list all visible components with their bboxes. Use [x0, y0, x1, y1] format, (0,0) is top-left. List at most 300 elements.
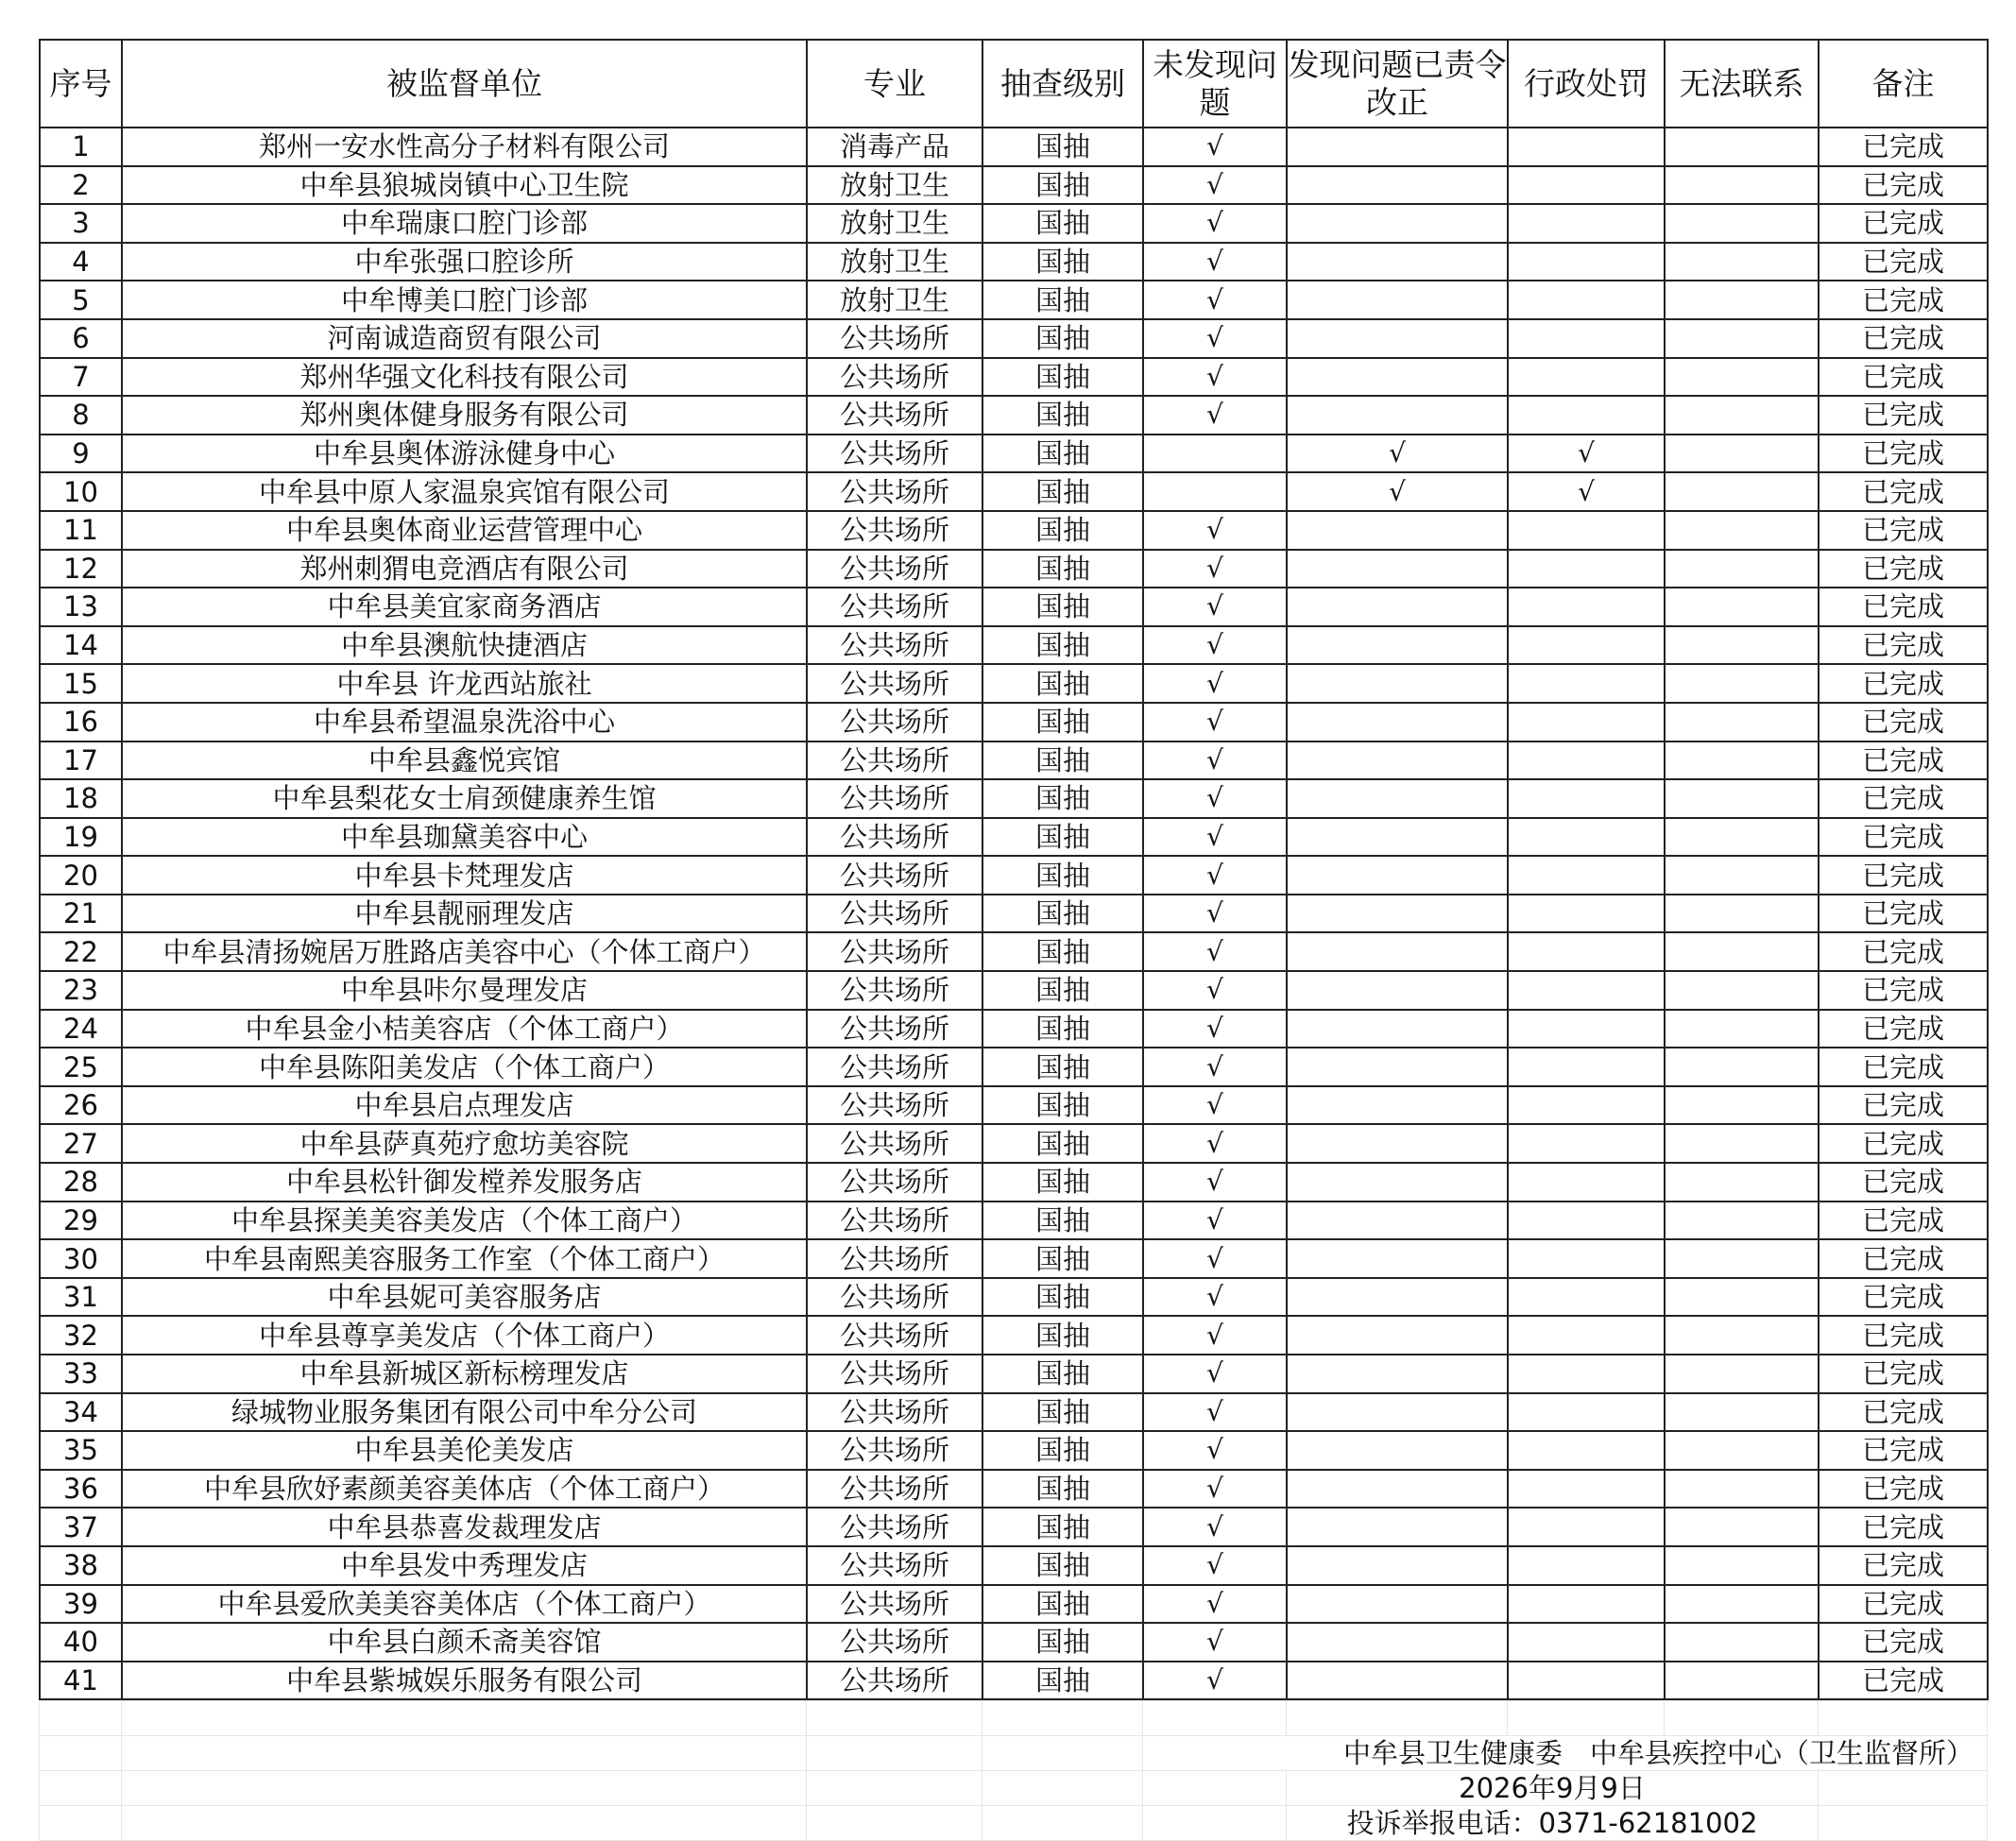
row-remark-cell: 已完成	[1819, 895, 1988, 933]
row-unreachable-cell	[1665, 626, 1819, 665]
row-noissue-cell: √	[1143, 1163, 1287, 1202]
row-corrected-cell	[1287, 664, 1508, 703]
row-unit-cell: 中牟县欣妤素颜美容美体店（个体工商户）	[122, 1470, 807, 1509]
row-penalty-cell	[1508, 1508, 1665, 1546]
header-noissue: 未发现问题	[1143, 40, 1287, 128]
row-major-cell: 公共场所	[807, 358, 982, 397]
row-corrected-cell	[1287, 1163, 1508, 1202]
row-unit-cell: 中牟县松针御发樘养发服务店	[122, 1163, 807, 1202]
row-unreachable-cell	[1665, 895, 1819, 933]
row-seq-cell: 8	[40, 396, 122, 435]
table-row	[40, 1086, 1988, 1125]
row-remark-cell: 已完成	[1819, 779, 1988, 818]
row-seq-cell: 19	[40, 818, 122, 857]
row-unreachable-cell	[1665, 435, 1819, 473]
row-noissue-cell: √	[1143, 1585, 1287, 1624]
row-level-cell: 国抽	[982, 1662, 1143, 1700]
row-seq-cell: 34	[40, 1393, 122, 1432]
table-row	[40, 204, 1988, 243]
row-penalty-cell	[1508, 895, 1665, 933]
row-major-cell: 公共场所	[807, 1202, 982, 1240]
row-seq-cell: 16	[40, 703, 122, 742]
row-remark-cell: 已完成	[1819, 588, 1988, 626]
row-penalty-cell	[1508, 1048, 1665, 1086]
row-corrected-cell	[1287, 550, 1508, 588]
row-seq-cell: 38	[40, 1546, 122, 1585]
row-unreachable-cell	[1665, 281, 1819, 319]
table-row	[40, 243, 1988, 281]
table-row	[40, 1355, 1988, 1393]
row-unreachable-cell	[1665, 1278, 1819, 1317]
row-remark-cell: 已完成	[1819, 1316, 1988, 1355]
header-remark: 备注	[1819, 40, 1988, 128]
row-penalty-cell	[1508, 1585, 1665, 1624]
row-penalty-cell	[1508, 856, 1665, 895]
row-seq-cell: 30	[40, 1239, 122, 1278]
table-row	[40, 1239, 1988, 1278]
row-major-cell: 公共场所	[807, 550, 982, 588]
row-noissue-cell: √	[1143, 742, 1287, 780]
row-major-cell: 公共场所	[807, 779, 982, 818]
row-seq-cell: 28	[40, 1163, 122, 1202]
blank-row	[40, 1701, 1988, 1736]
row-level-cell: 国抽	[982, 204, 1143, 243]
row-noissue-cell: √	[1143, 128, 1287, 166]
row-major-cell: 公共场所	[807, 1546, 982, 1585]
row-penalty-cell: √	[1508, 435, 1665, 473]
row-noissue-cell: √	[1143, 511, 1287, 550]
row-level-cell: 国抽	[982, 1623, 1143, 1662]
row-penalty-cell	[1508, 166, 1665, 205]
row-noissue-cell: √	[1143, 1010, 1287, 1048]
row-seq-cell: 5	[40, 281, 122, 319]
row-noissue-cell: √	[1143, 1355, 1287, 1393]
table-row	[40, 396, 1988, 435]
row-corrected-cell	[1287, 1010, 1508, 1048]
row-major-cell: 放射卫生	[807, 281, 982, 319]
row-unit-cell: 中牟县新城区新标榜理发店	[122, 1355, 807, 1393]
row-level-cell: 国抽	[982, 1086, 1143, 1125]
row-seq-cell: 41	[40, 1662, 122, 1700]
row-level-cell: 国抽	[982, 1048, 1143, 1086]
row-penalty-cell	[1508, 626, 1665, 665]
table-row	[40, 1316, 1988, 1355]
row-remark-cell: 已完成	[1819, 128, 1988, 166]
row-unit-cell: 中牟县金小桔美容店（个体工商户）	[122, 1010, 807, 1048]
row-level-cell: 国抽	[982, 319, 1143, 358]
row-corrected-cell	[1287, 128, 1508, 166]
row-major-cell: 公共场所	[807, 435, 982, 473]
row-unreachable-cell	[1665, 511, 1819, 550]
inspection-sheet	[39, 39, 1987, 1841]
row-major-cell: 公共场所	[807, 1431, 982, 1470]
row-seq-cell: 21	[40, 895, 122, 933]
row-corrected-cell	[1287, 511, 1508, 550]
row-major-cell: 放射卫生	[807, 243, 982, 281]
row-remark-cell: 已完成	[1819, 358, 1988, 397]
row-penalty-cell	[1508, 1355, 1665, 1393]
row-remark-cell: 已完成	[1819, 1355, 1988, 1393]
row-remark-cell: 已完成	[1819, 932, 1988, 971]
row-unreachable-cell	[1665, 1316, 1819, 1355]
row-unit-cell: 中牟县珈黛美容中心	[122, 818, 807, 857]
row-remark-cell: 已完成	[1819, 166, 1988, 205]
row-unreachable-cell	[1665, 550, 1819, 588]
row-unit-cell: 中牟县梨花女士肩颈健康养生馆	[122, 779, 807, 818]
row-penalty-cell	[1508, 1393, 1665, 1432]
row-level-cell: 国抽	[982, 1508, 1143, 1546]
row-level-cell: 国抽	[982, 1124, 1143, 1163]
row-unreachable-cell	[1665, 358, 1819, 397]
row-corrected-cell	[1287, 1470, 1508, 1509]
row-penalty-cell	[1508, 1202, 1665, 1240]
row-unit-cell: 中牟县中原人家温泉宾馆有限公司	[122, 472, 807, 511]
issuer-row	[40, 1736, 1988, 1771]
row-unreachable-cell	[1665, 1086, 1819, 1125]
row-unreachable-cell	[1665, 243, 1819, 281]
row-unreachable-cell	[1665, 1239, 1819, 1278]
inspection-table	[39, 39, 1989, 1700]
row-noissue-cell: √	[1143, 1048, 1287, 1086]
row-seq-cell: 31	[40, 1278, 122, 1317]
row-major-cell: 公共场所	[807, 1470, 982, 1509]
row-noissue-cell: √	[1143, 1202, 1287, 1240]
row-corrected-cell	[1287, 358, 1508, 397]
row-remark-cell: 已完成	[1819, 243, 1988, 281]
row-corrected-cell	[1287, 932, 1508, 971]
row-level-cell: 国抽	[982, 550, 1143, 588]
row-seq-cell: 11	[40, 511, 122, 550]
row-penalty-cell	[1508, 1278, 1665, 1317]
row-unit-cell: 中牟瑞康口腔门诊部	[122, 204, 807, 243]
row-penalty-cell: √	[1508, 472, 1665, 511]
row-penalty-cell	[1508, 1316, 1665, 1355]
row-remark-cell: 已完成	[1819, 472, 1988, 511]
row-level-cell: 国抽	[982, 511, 1143, 550]
table-row	[40, 703, 1988, 742]
row-level-cell: 国抽	[982, 281, 1143, 319]
row-unreachable-cell	[1665, 818, 1819, 857]
row-level-cell: 国抽	[982, 1278, 1143, 1317]
table-row	[40, 472, 1988, 511]
row-noissue-cell: √	[1143, 1508, 1287, 1546]
row-seq-cell: 10	[40, 472, 122, 511]
row-corrected-cell	[1287, 703, 1508, 742]
row-major-cell: 公共场所	[807, 472, 982, 511]
row-remark-cell: 已完成	[1819, 396, 1988, 435]
row-unreachable-cell	[1665, 1202, 1819, 1240]
table-row	[40, 511, 1988, 550]
row-seq-cell: 35	[40, 1431, 122, 1470]
table-row	[40, 664, 1988, 703]
row-unit-cell: 中牟县紫城娱乐服务有限公司	[122, 1662, 807, 1700]
row-level-cell: 国抽	[982, 1316, 1143, 1355]
row-level-cell: 国抽	[982, 1546, 1143, 1585]
row-major-cell: 公共场所	[807, 1163, 982, 1202]
row-noissue-cell: √	[1143, 703, 1287, 742]
row-noissue-cell: √	[1143, 1470, 1287, 1509]
row-unit-cell: 中牟张强口腔诊所	[122, 243, 807, 281]
table-row	[40, 358, 1988, 397]
row-noissue-cell: √	[1143, 626, 1287, 665]
row-unreachable-cell	[1665, 396, 1819, 435]
row-level-cell: 国抽	[982, 1431, 1143, 1470]
row-seq-cell: 24	[40, 1010, 122, 1048]
row-remark-cell: 已完成	[1819, 1239, 1988, 1278]
hotline-text: 投诉举报电话：0371-62181002	[1287, 1806, 1819, 1841]
table-row	[40, 856, 1988, 895]
row-level-cell: 国抽	[982, 1010, 1143, 1048]
row-seq-cell: 23	[40, 971, 122, 1010]
row-major-cell: 公共场所	[807, 396, 982, 435]
row-major-cell: 放射卫生	[807, 166, 982, 205]
row-remark-cell: 已完成	[1819, 1124, 1988, 1163]
row-penalty-cell	[1508, 818, 1665, 857]
row-remark-cell: 已完成	[1819, 1393, 1988, 1432]
date-row	[40, 1771, 1988, 1806]
row-noissue-cell: √	[1143, 1124, 1287, 1163]
table-row	[40, 895, 1988, 933]
row-seq-cell: 1	[40, 128, 122, 166]
row-corrected-cell	[1287, 1546, 1508, 1585]
row-unreachable-cell	[1665, 319, 1819, 358]
row-noissue-cell: √	[1143, 243, 1287, 281]
table-row	[40, 1393, 1988, 1432]
row-seq-cell: 39	[40, 1585, 122, 1624]
row-seq-cell: 29	[40, 1202, 122, 1240]
row-level-cell: 国抽	[982, 396, 1143, 435]
row-major-cell: 公共场所	[807, 1124, 982, 1163]
row-noissue-cell: √	[1143, 396, 1287, 435]
table-row	[40, 742, 1988, 780]
table-row	[40, 588, 1988, 626]
row-penalty-cell	[1508, 281, 1665, 319]
row-remark-cell: 已完成	[1819, 1470, 1988, 1509]
table-row	[40, 1048, 1988, 1086]
row-unit-cell: 中牟县希望温泉洗浴中心	[122, 703, 807, 742]
row-unit-cell: 中牟县澳航快捷酒店	[122, 626, 807, 665]
row-noissue-cell: √	[1143, 779, 1287, 818]
row-unreachable-cell	[1665, 971, 1819, 1010]
row-corrected-cell	[1287, 1086, 1508, 1125]
row-unit-cell: 郑州一安水性高分子材料有限公司	[122, 128, 807, 166]
header-level: 抽查级别	[982, 40, 1143, 128]
row-level-cell: 国抽	[982, 166, 1143, 205]
header-major: 专业	[807, 40, 982, 128]
row-major-cell: 公共场所	[807, 1048, 982, 1086]
row-corrected-cell	[1287, 1623, 1508, 1662]
row-seq-cell: 7	[40, 358, 122, 397]
row-corrected-cell	[1287, 1585, 1508, 1624]
row-noissue-cell: √	[1143, 1239, 1287, 1278]
table-row	[40, 550, 1988, 588]
row-corrected-cell: √	[1287, 435, 1508, 473]
row-level-cell: 国抽	[982, 1470, 1143, 1509]
row-remark-cell: 已完成	[1819, 703, 1988, 742]
row-remark-cell: 已完成	[1819, 319, 1988, 358]
row-noissue-cell: √	[1143, 1086, 1287, 1125]
header-corrected: 发现问题已责令改正	[1287, 40, 1508, 128]
row-remark-cell: 已完成	[1819, 1662, 1988, 1700]
row-unit-cell: 中牟县美宜家商务酒店	[122, 588, 807, 626]
row-corrected-cell	[1287, 1202, 1508, 1240]
row-noissue-cell: √	[1143, 818, 1287, 857]
row-penalty-cell	[1508, 243, 1665, 281]
header-unit: 被监督单位	[122, 40, 807, 128]
row-unit-cell: 郑州刺猬电竞酒店有限公司	[122, 550, 807, 588]
row-unit-cell: 中牟县陈阳美发店（个体工商户）	[122, 1048, 807, 1086]
row-level-cell: 国抽	[982, 932, 1143, 971]
row-unreachable-cell	[1665, 1546, 1819, 1585]
row-major-cell: 公共场所	[807, 1662, 982, 1700]
row-corrected-cell	[1287, 243, 1508, 281]
table-row	[40, 281, 1988, 319]
row-seq-cell: 3	[40, 204, 122, 243]
row-penalty-cell	[1508, 204, 1665, 243]
row-unit-cell: 中牟县萨真苑疗愈坊美容院	[122, 1124, 807, 1163]
row-level-cell: 国抽	[982, 1163, 1143, 1202]
row-major-cell: 公共场所	[807, 895, 982, 933]
row-unit-cell: 中牟县咔尔曼理发店	[122, 971, 807, 1010]
row-level-cell: 国抽	[982, 1585, 1143, 1624]
row-corrected-cell	[1287, 319, 1508, 358]
row-corrected-cell	[1287, 204, 1508, 243]
row-noissue-cell: √	[1143, 358, 1287, 397]
date-text: 2026年9月9日	[1287, 1771, 1819, 1806]
row-noissue-cell: √	[1143, 1623, 1287, 1662]
row-remark-cell: 已完成	[1819, 856, 1988, 895]
row-unreachable-cell	[1665, 204, 1819, 243]
row-major-cell: 公共场所	[807, 1086, 982, 1125]
issuer-text: 中牟县卫生健康委 中牟县疾控中心（卫生监督所）	[1143, 1736, 1988, 1771]
row-noissue-cell: √	[1143, 204, 1287, 243]
row-unreachable-cell	[1665, 1508, 1819, 1546]
row-level-cell: 国抽	[982, 435, 1143, 473]
header-seq: 序号	[40, 40, 122, 128]
row-penalty-cell	[1508, 1010, 1665, 1048]
row-unreachable-cell	[1665, 1470, 1819, 1509]
row-corrected-cell	[1287, 1431, 1508, 1470]
row-seq-cell: 26	[40, 1086, 122, 1125]
row-major-cell: 公共场所	[807, 742, 982, 780]
row-seq-cell: 25	[40, 1048, 122, 1086]
row-seq-cell: 33	[40, 1355, 122, 1393]
row-seq-cell: 17	[40, 742, 122, 780]
row-penalty-cell	[1508, 664, 1665, 703]
row-unit-cell: 中牟县恭喜发裁理发店	[122, 1508, 807, 1546]
row-unit-cell: 中牟县鑫悦宾馆	[122, 742, 807, 780]
row-corrected-cell	[1287, 396, 1508, 435]
row-noissue-cell: √	[1143, 550, 1287, 588]
row-unreachable-cell	[1665, 742, 1819, 780]
row-corrected-cell	[1287, 971, 1508, 1010]
table-row	[40, 932, 1988, 971]
row-remark-cell: 已完成	[1819, 626, 1988, 665]
row-seq-cell: 36	[40, 1470, 122, 1509]
row-noissue-cell	[1143, 472, 1287, 511]
table-row	[40, 626, 1988, 665]
row-level-cell: 国抽	[982, 703, 1143, 742]
row-level-cell: 国抽	[982, 1239, 1143, 1278]
row-level-cell: 国抽	[982, 779, 1143, 818]
row-noissue-cell: √	[1143, 1393, 1287, 1432]
row-level-cell: 国抽	[982, 971, 1143, 1010]
row-remark-cell: 已完成	[1819, 1508, 1988, 1546]
row-penalty-cell	[1508, 1546, 1665, 1585]
row-major-cell: 公共场所	[807, 1355, 982, 1393]
row-penalty-cell	[1508, 1470, 1665, 1509]
row-unit-cell: 中牟县妮可美容服务店	[122, 1278, 807, 1317]
row-seq-cell: 15	[40, 664, 122, 703]
row-penalty-cell	[1508, 703, 1665, 742]
table-row	[40, 1163, 1988, 1202]
row-seq-cell: 12	[40, 550, 122, 588]
row-unit-cell: 中牟县爱欣美美容美体店（个体工商户）	[122, 1585, 807, 1624]
row-level-cell: 国抽	[982, 856, 1143, 895]
row-penalty-cell	[1508, 1623, 1665, 1662]
row-seq-cell: 4	[40, 243, 122, 281]
row-level-cell: 国抽	[982, 626, 1143, 665]
row-corrected-cell	[1287, 626, 1508, 665]
row-noissue-cell: √	[1143, 166, 1287, 205]
row-penalty-cell	[1508, 971, 1665, 1010]
row-penalty-cell	[1508, 1086, 1665, 1125]
row-unreachable-cell	[1665, 588, 1819, 626]
row-seq-cell: 22	[40, 932, 122, 971]
header-unreachable: 无法联系	[1665, 40, 1819, 128]
row-level-cell: 国抽	[982, 895, 1143, 933]
row-major-cell: 公共场所	[807, 1508, 982, 1546]
row-major-cell: 公共场所	[807, 319, 982, 358]
row-unit-cell: 中牟县尊享美发店（个体工商户）	[122, 1316, 807, 1355]
row-remark-cell: 已完成	[1819, 818, 1988, 857]
row-level-cell: 国抽	[982, 358, 1143, 397]
row-remark-cell: 已完成	[1819, 281, 1988, 319]
row-penalty-cell	[1508, 742, 1665, 780]
row-penalty-cell	[1508, 358, 1665, 397]
row-level-cell: 国抽	[982, 472, 1143, 511]
row-unit-cell: 中牟县启点理发店	[122, 1086, 807, 1125]
row-unreachable-cell	[1665, 779, 1819, 818]
row-seq-cell: 27	[40, 1124, 122, 1163]
row-unit-cell: 中牟博美口腔门诊部	[122, 281, 807, 319]
row-remark-cell: 已完成	[1819, 1202, 1988, 1240]
row-corrected-cell	[1287, 1393, 1508, 1432]
table-row	[40, 1585, 1988, 1624]
row-remark-cell: 已完成	[1819, 1623, 1988, 1662]
row-noissue-cell: √	[1143, 319, 1287, 358]
row-noissue-cell: √	[1143, 664, 1287, 703]
row-unreachable-cell	[1665, 664, 1819, 703]
row-unit-cell: 中牟县美伦美发店	[122, 1431, 807, 1470]
row-seq-cell: 13	[40, 588, 122, 626]
row-noissue-cell	[1143, 435, 1287, 473]
table-row	[40, 818, 1988, 857]
row-remark-cell: 已完成	[1819, 1278, 1988, 1317]
row-unreachable-cell	[1665, 1623, 1819, 1662]
table-body	[40, 128, 1988, 1699]
row-remark-cell: 已完成	[1819, 550, 1988, 588]
row-penalty-cell	[1508, 511, 1665, 550]
row-penalty-cell	[1508, 1239, 1665, 1278]
row-remark-cell: 已完成	[1819, 1086, 1988, 1125]
row-penalty-cell	[1508, 1431, 1665, 1470]
table-row	[40, 319, 1988, 358]
table-row	[40, 1202, 1988, 1240]
row-major-cell: 公共场所	[807, 1585, 982, 1624]
header-penalty: 行政处罚	[1508, 40, 1665, 128]
row-corrected-cell	[1287, 1316, 1508, 1355]
